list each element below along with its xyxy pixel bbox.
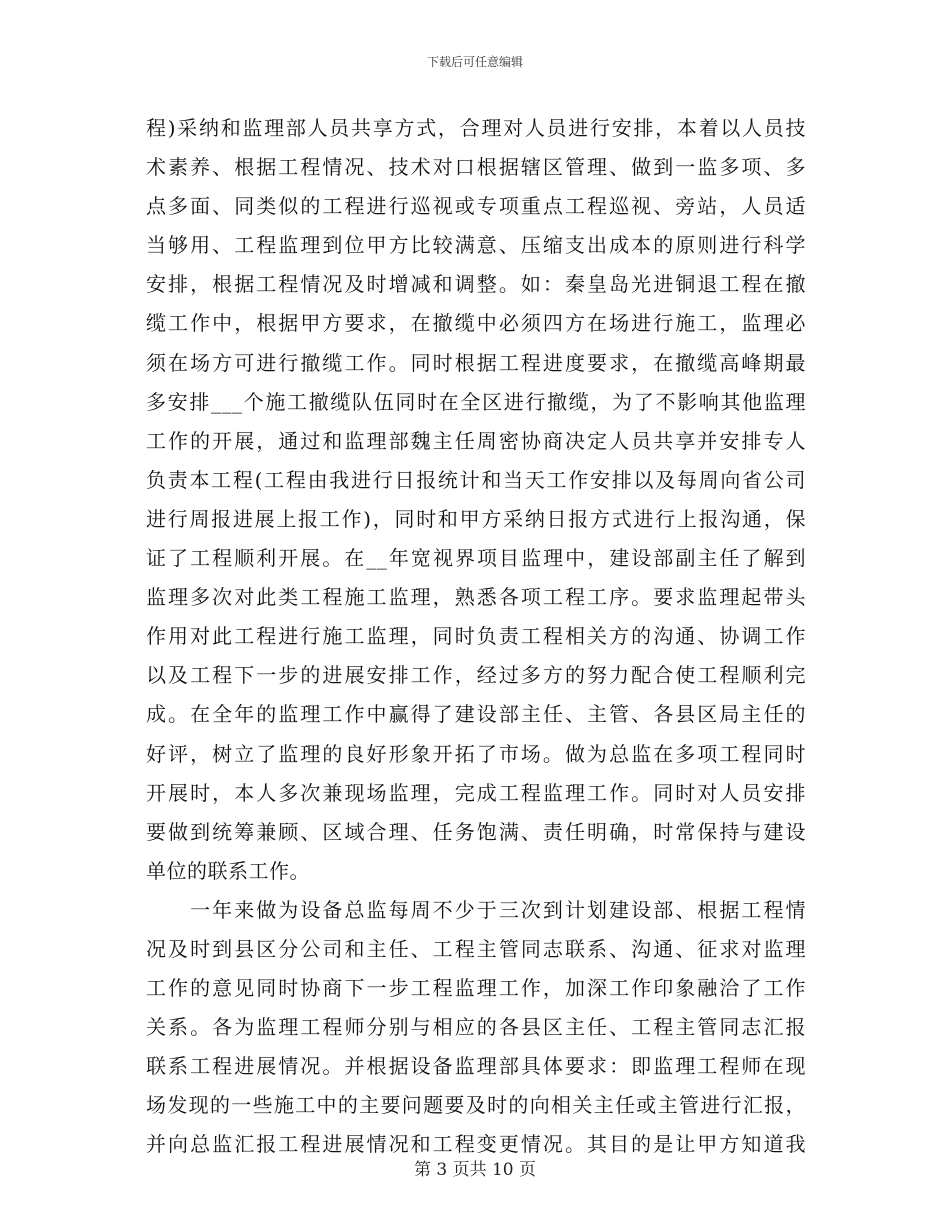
text-line: 点多面、同类似的工程进行巡视或专项重点工程巡视、旁站，人员适 (146, 194, 806, 219)
text-line: 作用对此工程进行施工监理，同时负责工程相关方的沟通、协调工作 (146, 624, 806, 649)
paragraph-start-line: 一年来做为设备总监每周不少于三次到计划建设部、根据工程情 (146, 897, 806, 922)
text-line: 进行周报进展上报工作)，同时和甲方采纳日报方式进行上报沟通，保 (146, 506, 806, 531)
page-number: 第 3 页共 10 页 (413, 1160, 537, 1180)
text-line: 并向总监汇报工程进展情况和工程变更情况。其目的是让甲方知道我 (146, 1132, 806, 1157)
document-body (146, 109, 806, 1165)
text-line: 好评，树立了监理的良好形象开拓了市场。做为总监在多项工程同时 (146, 741, 806, 766)
page-header: 下载后可任意编辑 (426, 55, 523, 69)
text-line: 联系工程进展情况。并根据设备监理部具体要求：即监理工程师在现 (146, 1054, 806, 1079)
paragraph-end-line: 单位的联系工作。 (146, 858, 310, 883)
text-line: 工作的开展，通过和监理部魏主任周密协商决定人员共享并安排专人 (146, 428, 806, 453)
text-line: 监理多次对此类工程施工监理，熟悉各项工程工序。要求监理起带头 (146, 585, 806, 610)
text-line: 况及时到县区分公司和主任、工程主管同志联系、沟通、征求对监理 (146, 936, 806, 961)
text-line: 术素养、根据工程情况、技术对口根据辖区管理、做到一监多项、多 (146, 155, 806, 180)
text-line: 以及工程下一步的进展安排工作，经过多方的努力配合使工程顺利完 (146, 663, 806, 688)
text-line: 缆工作中，根据甲方要求，在撤缆中必须四方在场进行施工，监理必 (146, 311, 806, 336)
text-line: 成。在全年的监理工作中赢得了建设部主任、主管、各县区局主任的 (146, 702, 806, 727)
text-line: 要做到统筹兼顾、区域合理、任务饱满、责任明确，时常保持与建设 (146, 819, 806, 844)
text-line: 负责本工程(工程由我进行日报统计和当天工作安排以及每周向省公司 (146, 467, 806, 492)
text-line: 安排，根据工程情况及时增减和调整。如：秦皇岛光进铜退工程在撤 (146, 272, 806, 297)
text-line: 工作的意见同时协商下一步工程监理工作，加深工作印象融洽了工作 (146, 976, 806, 1001)
text-line: 开展时，本人多次兼现场监理，完成工程监理工作。同时对人员安排 (146, 780, 806, 805)
text-line: 场发现的一些施工中的主要问题要及时的向相关主任或主管进行汇报， (146, 1093, 806, 1118)
text-line: 证了工程顺利开展。在__年宽视界项目监理中，建设部副主任了解到 (146, 546, 806, 571)
text-line: 关系。各为监理工程师分别与相应的各县区主任、工程主管同志汇报 (146, 1015, 806, 1040)
text-line: 多安排___个施工撤缆队伍同时在全区进行撤缆，为了不影响其他监理 (146, 389, 806, 414)
text-line: 须在场方可进行撤缆工作。同时根据工程进度要求，在撤缆高峰期最 (146, 350, 806, 375)
text-line: 当够用、工程监理到位甲方比较满意、压缩支出成本的原则进行科学 (146, 233, 806, 258)
text-line: 程)采纳和监理部人员共享方式，合理对人员进行安排，本着以人员技 (146, 116, 806, 140)
